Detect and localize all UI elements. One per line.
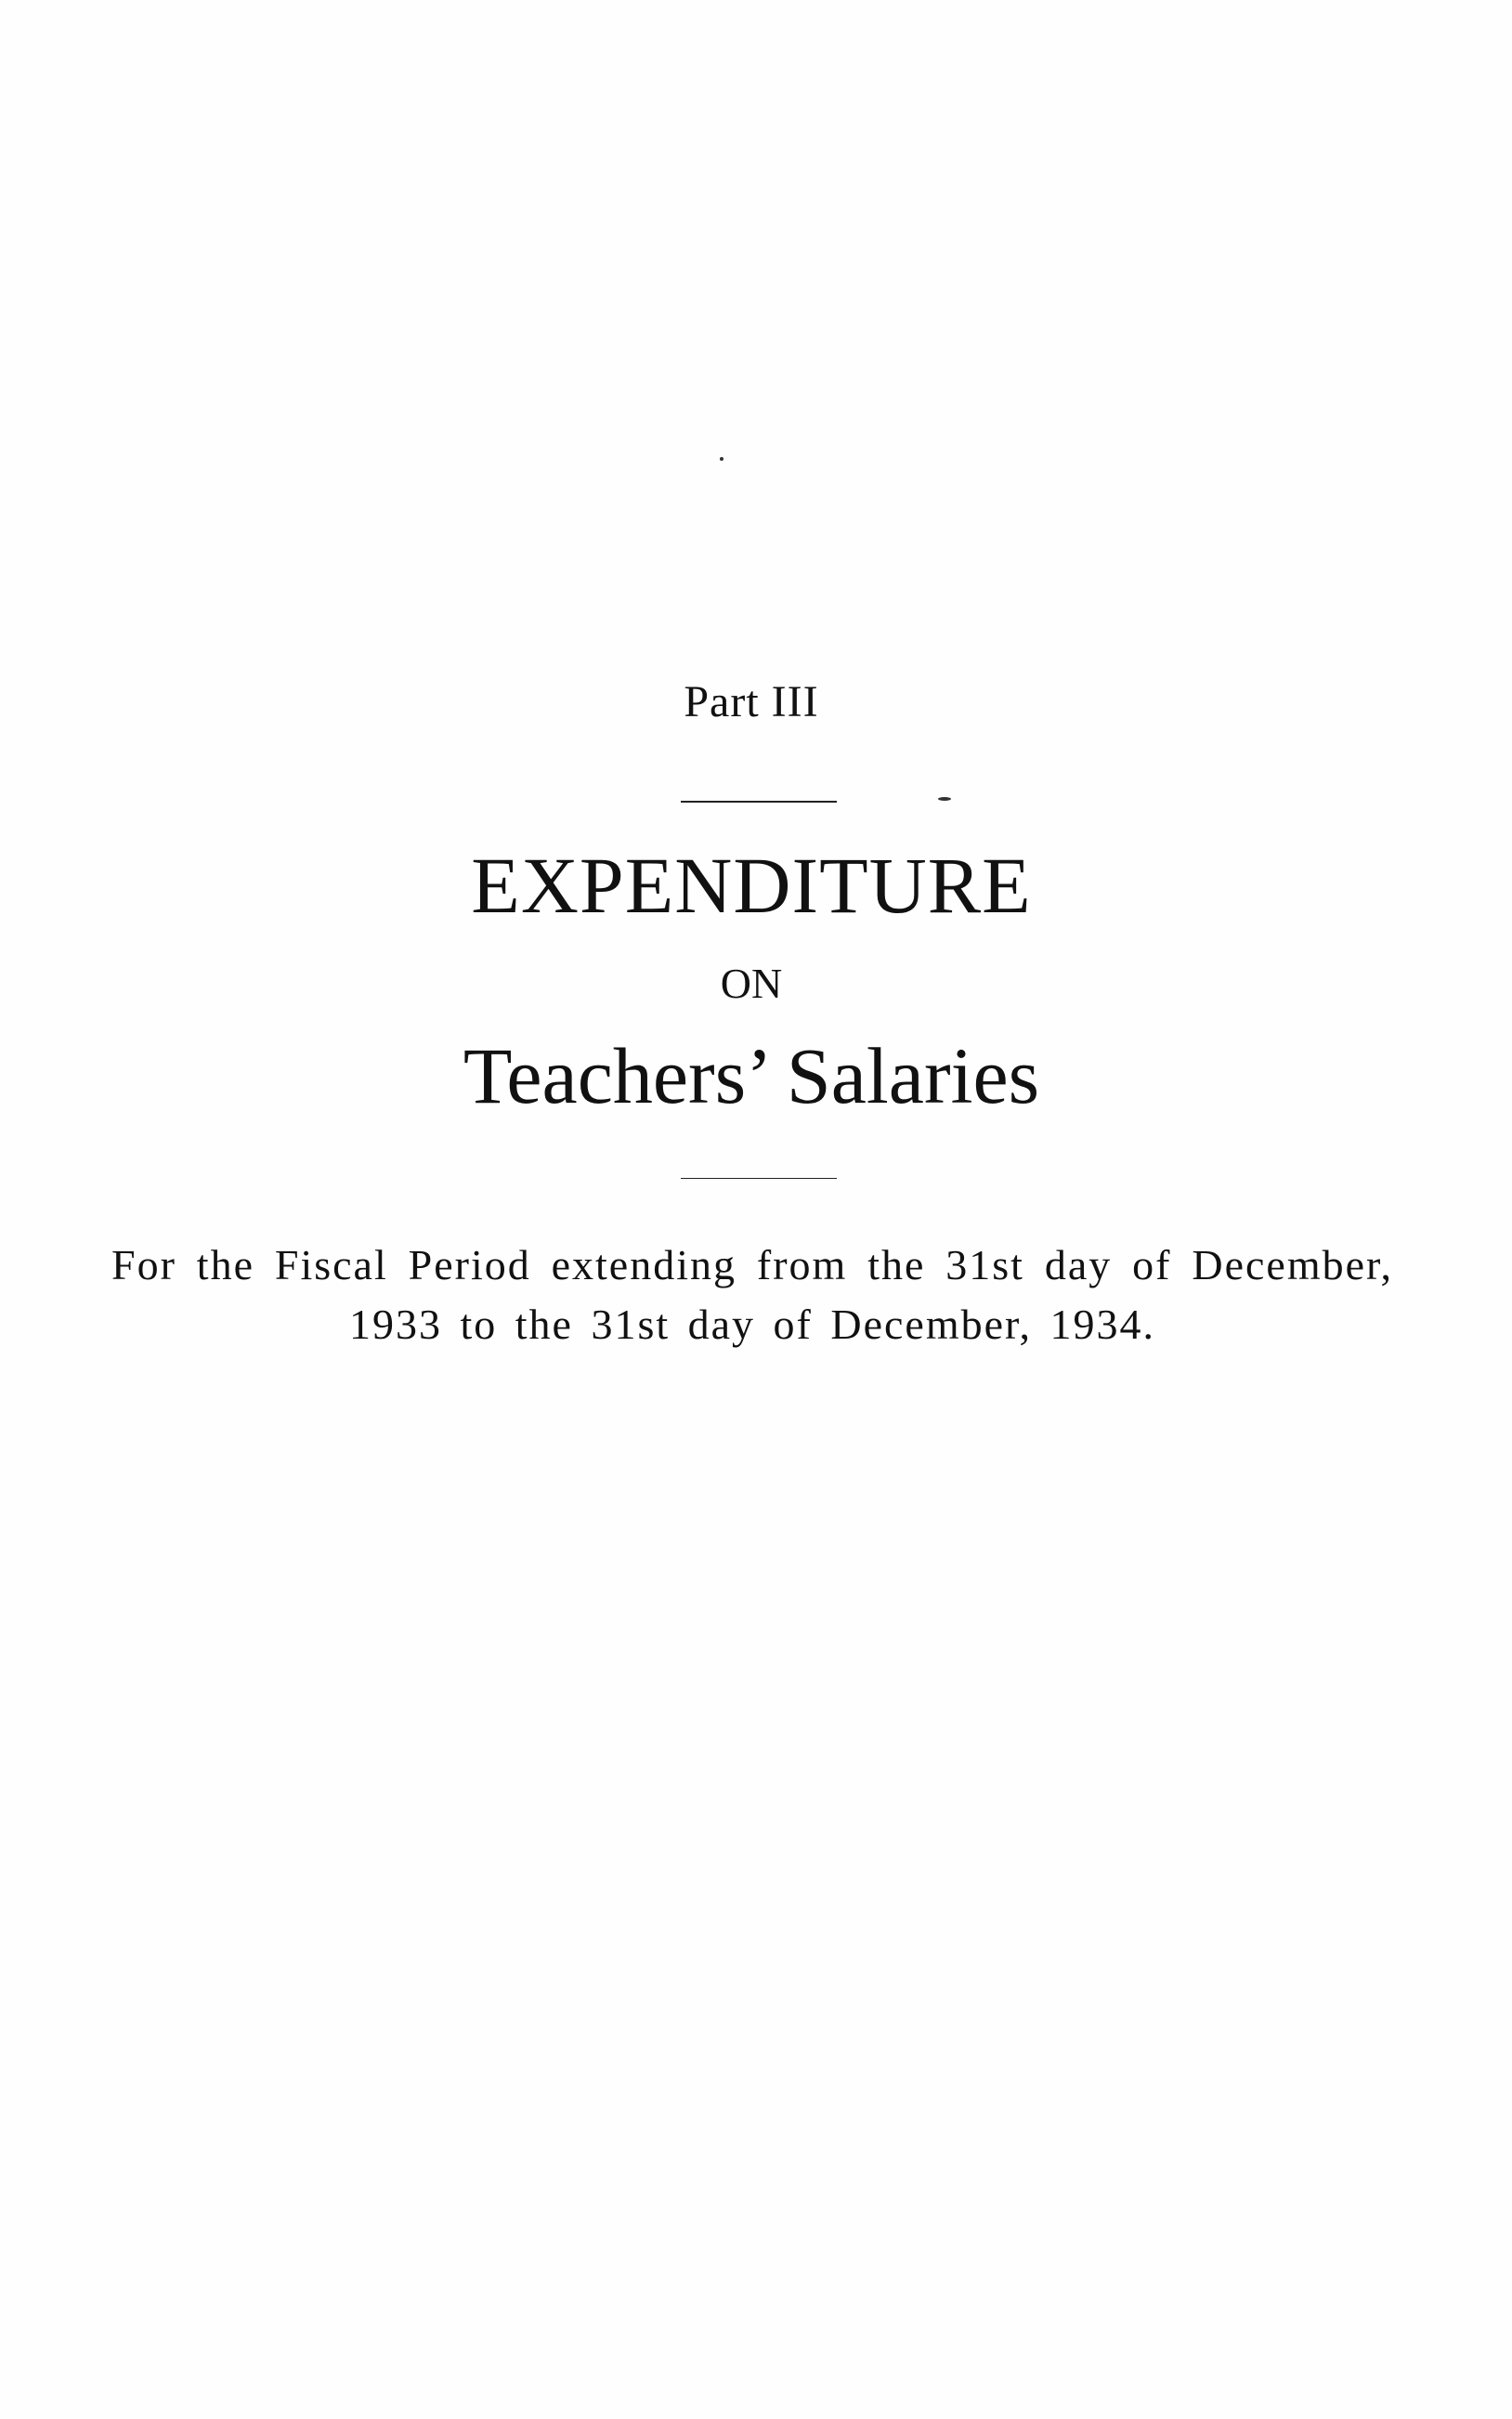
- title-connector: ON: [720, 960, 783, 1007]
- top-divider-rule: [681, 801, 837, 803]
- ink-speck: [938, 797, 951, 801]
- bottom-divider-rule: [681, 1178, 837, 1179]
- subtitle: Teachers’ Salaries: [463, 1031, 1040, 1120]
- ink-speck: [720, 457, 723, 461]
- part-label: Part III: [684, 677, 819, 726]
- fiscal-period-text: For the Fiscal Period extending from the 31st day of December, 1933 to the 31st day of December, 1934.: [111, 1241, 1393, 1348]
- main-title: EXPENDITURE: [471, 841, 1032, 930]
